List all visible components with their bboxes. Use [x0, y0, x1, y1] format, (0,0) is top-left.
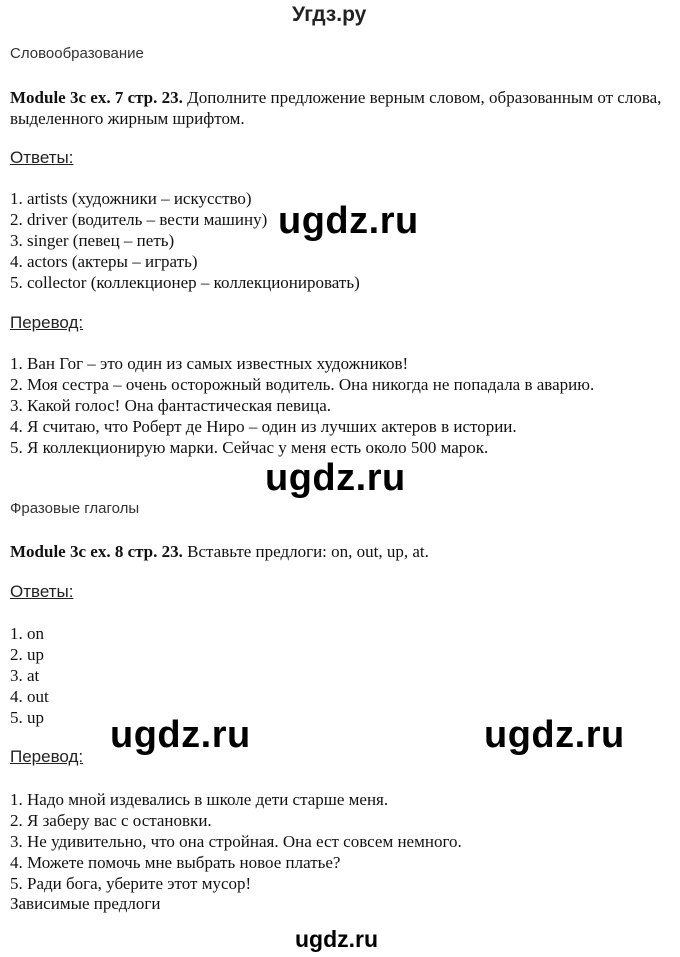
task-text-2: Вставьте предлоги: on, out, up, at.: [182, 542, 429, 561]
answer-item: 3. singer (певец – петь): [10, 231, 175, 250]
translation-item: 2. Я заберу вас с остановки.: [10, 811, 212, 830]
translation-item: 3. Не удивительно, что она стройная. Она ест совсем немного.: [10, 832, 462, 851]
answer-item: 2. up: [10, 645, 44, 664]
task-reference-1: Module 3c ex. 7 стр. 23.: [10, 88, 183, 107]
task-description-2: [10, 541, 665, 562]
answer-item: 1. on: [10, 624, 44, 643]
translation-item: 5. Ради бога, уберите этот мусор!: [10, 874, 252, 893]
answer-item: 4. actors (актеры – играть): [10, 252, 198, 271]
answer-item: 3. at: [10, 666, 40, 685]
watermark: ugdz.ru: [110, 714, 251, 756]
answer-item: 5. collector (коллекционер – коллекционировать): [10, 273, 360, 292]
translation-item: 1. Надо мной издевались в школе дети старше меня.: [10, 790, 389, 809]
site-title: Угдз.ру: [292, 3, 367, 26]
translation-item: 2. Моя сестра – очень осторожный водитель. Она никогда не попадала в аварию.: [10, 375, 595, 394]
watermark: ugdz.ru: [265, 457, 406, 499]
translation-item: 1. Ван Гог – это один из самых известных художников!: [10, 354, 409, 373]
footer-watermark: ugdz.ru: [295, 926, 379, 952]
translation-heading-1: Перевод:: [10, 313, 84, 332]
section-label-word-formation: Словообразование: [10, 45, 144, 62]
answer-item: 4. out: [10, 687, 49, 706]
watermark: ugdz.ru: [278, 200, 419, 242]
translation-heading-2: Перевод:: [10, 747, 84, 766]
answer-item: 1. artists (художники – искусство): [10, 189, 252, 208]
task-description-1: [10, 87, 665, 129]
answer-item: 2. driver (водитель – вести машину): [10, 210, 268, 229]
answers-heading-1: Ответы:: [10, 148, 74, 167]
translation-item: 4. Можете помочь мне выбрать новое платье?: [10, 853, 341, 872]
task-reference-2: Module 3c ex. 8 стр. 23.: [10, 542, 183, 561]
translation-item: 3. Какой голос! Она фантастическая певица.: [10, 396, 332, 415]
task-text-1: Дополните предложение верным словом, образованным от слова, выделенного жирным шрифтом.: [10, 88, 662, 128]
watermark: ugdz.ru: [484, 714, 625, 756]
answer-item: 5. up: [10, 708, 44, 727]
translation-item: 4. Я считаю, что Роберт де Ниро – один из лучших актеров в истории.: [10, 417, 517, 436]
section-label-phrasal-verbs: Фразовые глаголы: [10, 500, 140, 517]
next-section-label: Зависимые предлоги: [10, 894, 161, 913]
translation-item: 5. Я коллекционирую марки. Сейчас у меня есть около 500 марок.: [10, 438, 489, 457]
answers-heading-2: Ответы:: [10, 582, 74, 601]
